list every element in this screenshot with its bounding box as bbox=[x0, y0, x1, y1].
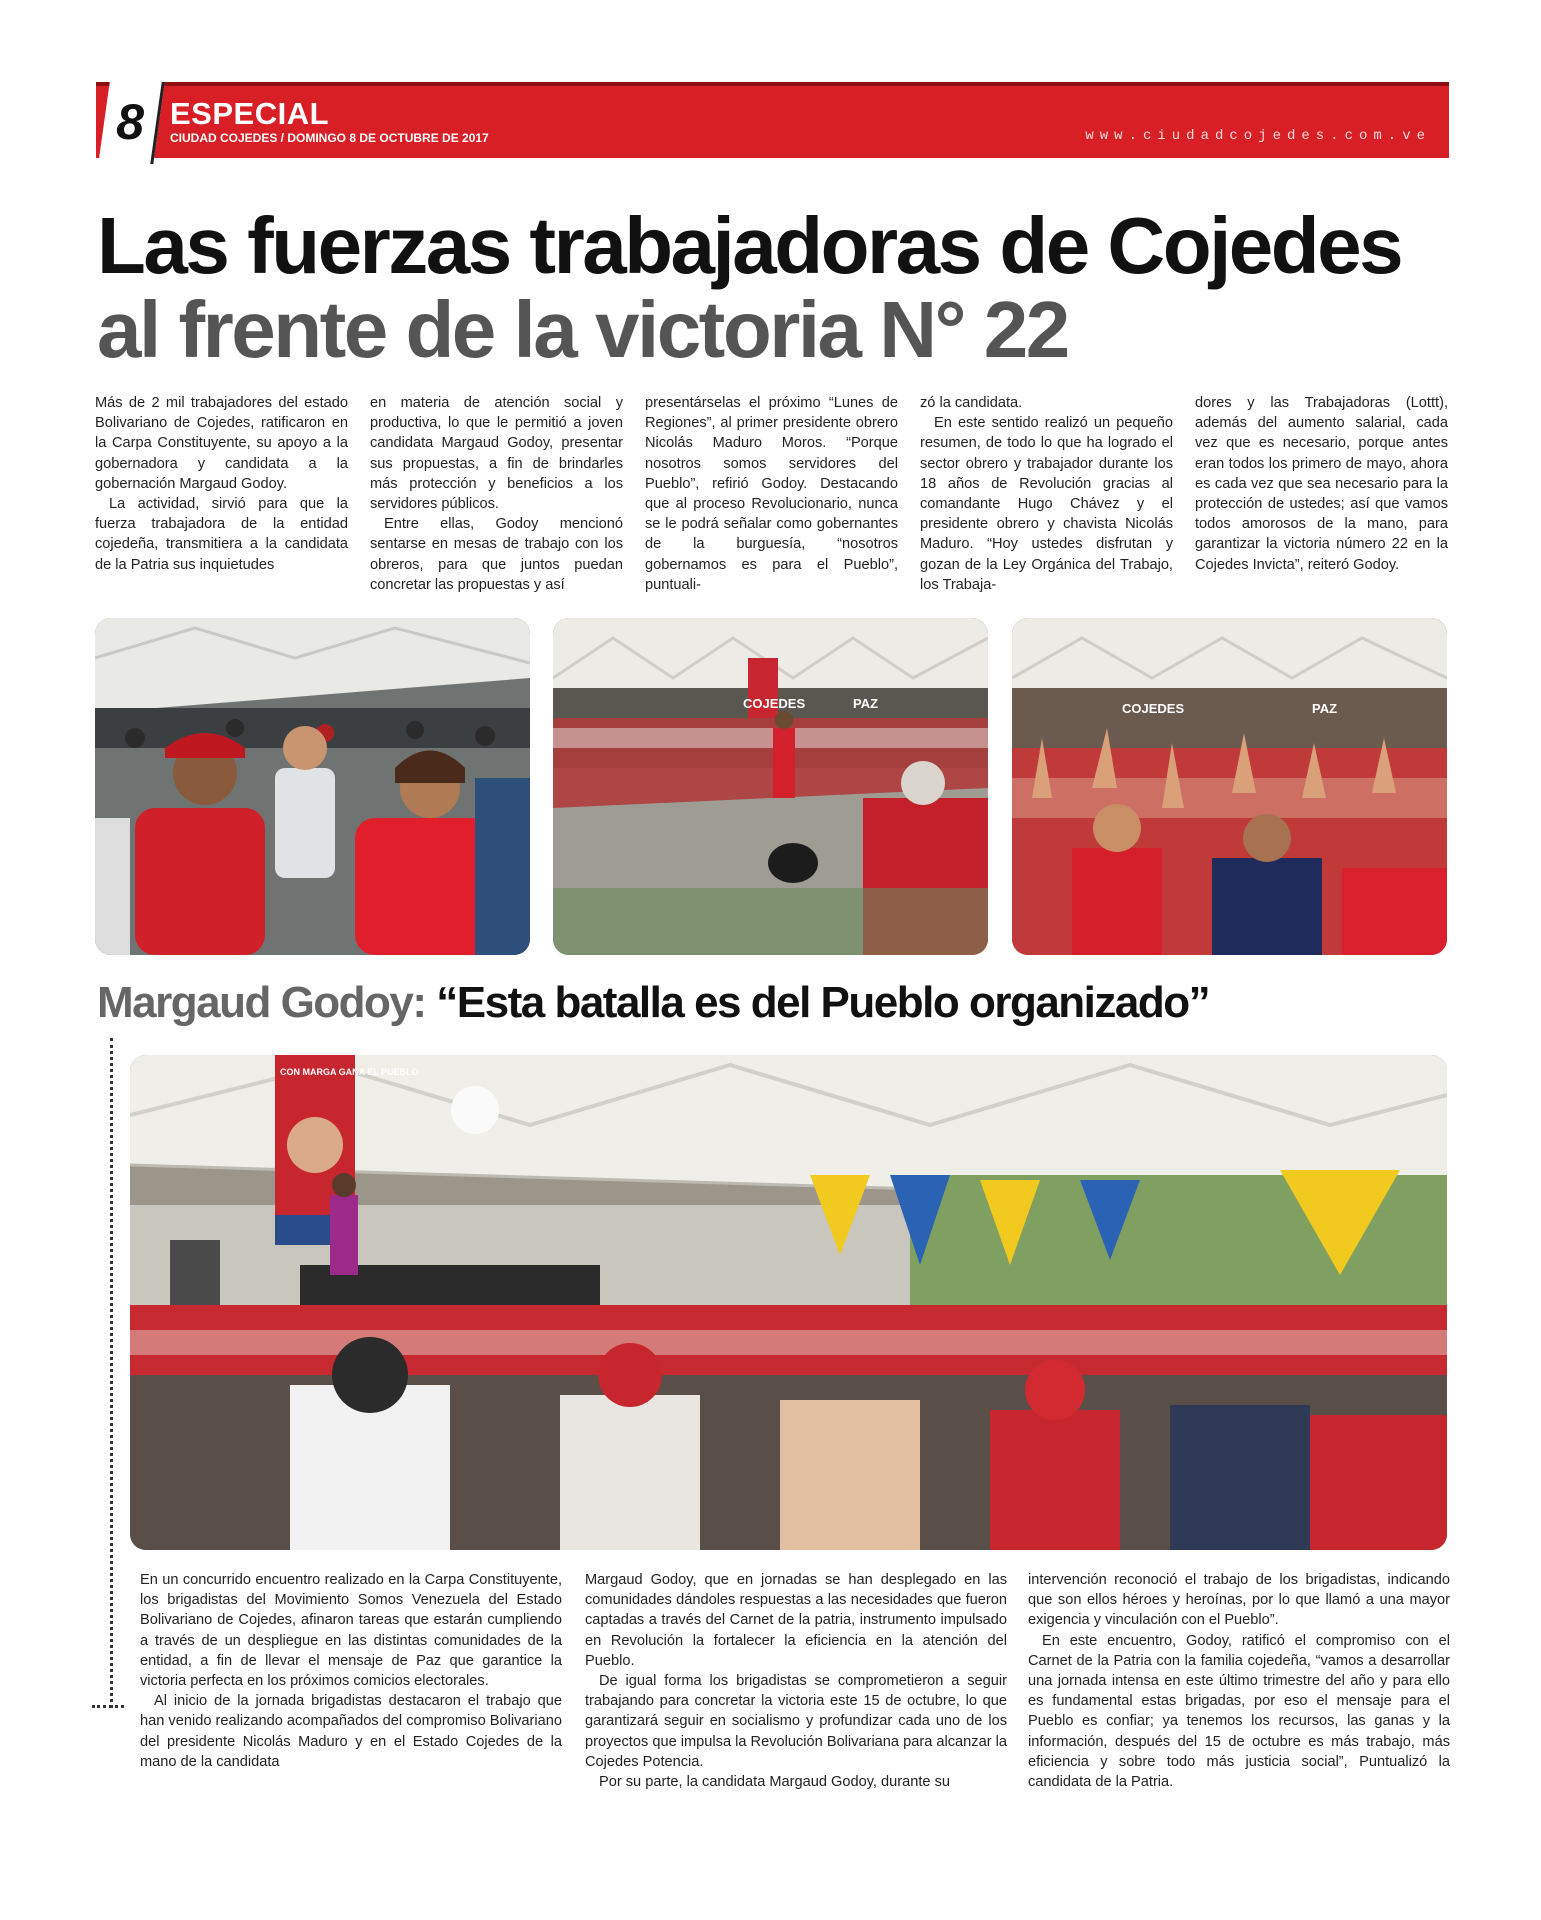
headline bbox=[97, 201, 1457, 374]
paragraph: Entre ellas, Godoy mencionó sentarse en mesas de trabajo con los obreros, para que juntos puedan concretar las propuestas y así bbox=[370, 516, 623, 593]
paragraph: La actividad, sirvió para que la fuerza trabajadora de la entidad cojedeña, transmitiera a la candidata de la Patria sus inquietudes bbox=[95, 496, 348, 573]
photo-handshake bbox=[95, 618, 530, 955]
subhead-quote bbox=[97, 978, 1209, 1028]
paragraph: De igual forma los brigadistas se comprometieron a seguir trabajando para concretar la victoria este 15 de octubre, lo que garantizará seguir en socialismo y profundizar cada uno de los proyectos que impulsa la Revolución Bolivariana para alcanzar la Cojedes Potencia. bbox=[585, 1673, 1007, 1770]
photo-raised-hands bbox=[1012, 618, 1447, 955]
photo-speaker-crowd bbox=[553, 618, 988, 955]
tent-sign-paz: PAZ bbox=[853, 696, 879, 711]
paragraph: intervención reconoció el trabajo de los brigadistas, indicando que son ellos héroes y heroínas, por lo que llamó a una mayor exigencia y vinculación con el Pueblo”. bbox=[1028, 1572, 1450, 1629]
top-article-column-4 bbox=[920, 393, 1173, 595]
bottom-article-column-3 bbox=[1028, 1570, 1450, 1792]
top-article-column-3 bbox=[645, 393, 898, 595]
banner-text: CON MARGA GANA EL PUEBLO bbox=[280, 1067, 419, 1077]
bottom-article-column-1 bbox=[140, 1570, 562, 1772]
tent-sign-cojedes: COJEDES bbox=[1122, 701, 1185, 716]
top-article-column-2 bbox=[370, 393, 623, 595]
tent-sign-paz: PAZ bbox=[1312, 701, 1338, 716]
top-article-column-5 bbox=[1195, 393, 1448, 575]
paragraph: zó la candidata. bbox=[920, 395, 1023, 411]
paragraph: Margaud Godoy, que en jornadas se han desplegado en las comunidades dándoles respuestas a las necesidades que fueron captadas a través del Carnet de la patria, instrumento impulsado en Revolución la fortalecer la eficiencia en la atención del Pueblo. bbox=[585, 1572, 1007, 1669]
page-number-box bbox=[98, 82, 165, 164]
paragraph: Por su parte, la candidata Margaud Godoy, durante su bbox=[599, 1774, 951, 1791]
headline-line-1: Las fuerzas trabajadoras de Cojedes bbox=[97, 201, 1402, 290]
paragraph: Más de 2 mil trabajadores del estado Bolivariano de Cojedes, ratificaron en la Carpa Constituyente, su apoyo a la gobernadora y candidata a la gobernación Margaud Godoy. bbox=[95, 395, 348, 492]
section-label: ESPECIAL bbox=[170, 96, 330, 131]
tent-sign-cojedes: COJEDES bbox=[743, 696, 806, 711]
paragraph: En este encuentro, Godoy, ratificó el compromiso con el Carnet de la Patria con la familia cojedeña, “vamos a desarrollar una jornada intensa en este último trimestre del año y para ello es fundamental estas brigadas, por eso el mensaje para el Pueblo es confiar; ya tenemos los recursos, las ganas y la información, después del 15 de octubre es más trabajo, más eficiencia y sobre todo más justicia social”, Puntualizó la candidata de la Patria. bbox=[1028, 1632, 1450, 1791]
photo-main-event bbox=[130, 1055, 1447, 1550]
headline-line-2: al frente de la victoria N° 22 bbox=[97, 285, 1068, 374]
subhead-speaker: Margaud Godoy: bbox=[97, 978, 426, 1027]
paragraph: presentárselas el próximo “Lunes de Regiones”, al primer presidente obrero Nicolás Maduro Moros. “Porque nosotros somos servidores del Pueblo”, refirió Godoy. Destacando que al proceso Revolucionario, nunca se le podrá señalar como gobernantes de la burguesía, “nosotros gobernamos es para el Pueblo”, puntuali- bbox=[645, 395, 898, 593]
top-article-column-1 bbox=[95, 393, 348, 575]
website-url: www.ciudadcojedes.com.ve bbox=[1085, 128, 1431, 144]
bottom-article-column-2 bbox=[585, 1570, 1007, 1792]
paragraph: En este sentido realizó un pequeño resumen, de todo lo que ha logrado el sector obrero y trabajador durante los 18 años de Revolución gracias al comandante Hugo Chávez y el presidente obrero y chavista Nicolás Maduro. “Hoy ustedes disfrutan y gozan de la Ley Orgánica del Trabajo, los Trabaja- bbox=[920, 415, 1173, 593]
page-number: 8 bbox=[116, 94, 145, 150]
paragraph: dores y las Trabajadoras (Lottt), además del aumento salarial, cada vez que es necesario, porque antes eran todos los primero de mayo, ahora es cada vez que sea necesario para la protección de ustedes; así que vamos todos amorosos de la mano, para garantizar la victoria número 22 en la Cojedes Invicta”, reiteró Godoy. bbox=[1195, 395, 1448, 573]
paragraph: Al inicio de la jornada brigadistas destacaron el trabajo que han venido realizando acompañados del compromiso Bolivariano del presidente Nicolás Maduro y en el Estado Cojedes de la mano de la candidata bbox=[140, 1693, 562, 1770]
paragraph: en materia de atención social y productiva, lo que le permitió a joven candidata Margaud Godoy, presentar sus propuestas, a fin de brindarles más protección y beneficios a los servidores públicos. bbox=[370, 395, 623, 513]
edition-line: CIUDAD COJEDES / DOMINGO 8 DE OCTUBRE DE 2017 bbox=[170, 131, 489, 145]
dotted-divider-horizontal bbox=[92, 1705, 124, 1708]
dotted-divider-vertical bbox=[110, 1038, 113, 1708]
paragraph: En un concurrido encuentro realizado en la Carpa Constituyente, los brigadistas del Movimiento Somos Venezuela del Estado Bolivariano de Cojedes, afinaron tareas que estarán cumpliendo a través de un despliegue en las distintas comunidades de la entidad, a fin de llevar el mensaje de Paz que garantice la victoria perfecta en los próximos comicios electorales. bbox=[140, 1572, 562, 1690]
subhead-quote-text: “Esta batalla es del Pueblo organizado” bbox=[436, 978, 1210, 1027]
